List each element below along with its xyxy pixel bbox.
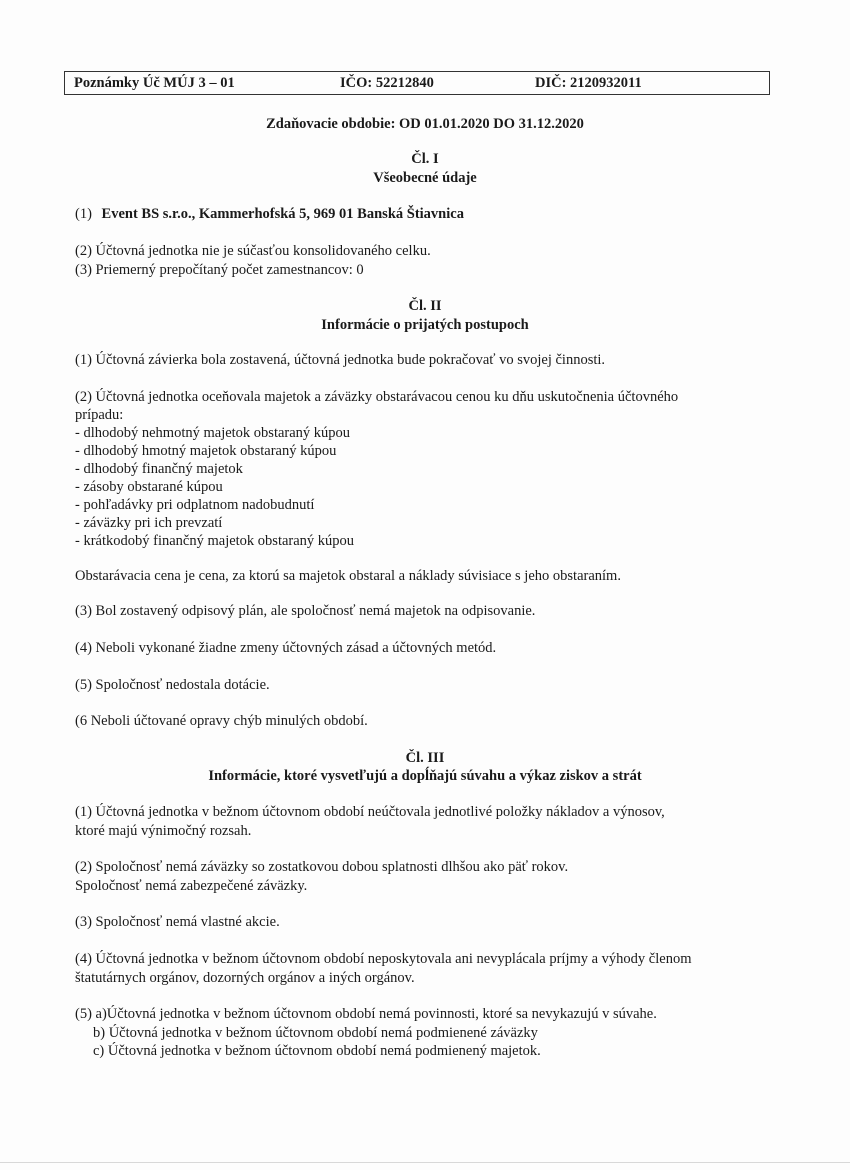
section1-number: Čl. I: [411, 151, 439, 167]
section3-p5a: (5) a)Účtovná jednotka v bežnom účtovnom období nemá povinnosti, ktoré sa nevykazujú v súvahe.: [75, 1006, 657, 1022]
valuation-list-item: - pohľadávky pri odplatnom nadobudnutí: [75, 497, 315, 513]
dic-label: DIČ: 2120932011: [535, 75, 642, 91]
section1-title: Všeobecné údaje: [373, 170, 477, 186]
section2-number: Čl. II: [408, 298, 442, 314]
section2-cost-definition: Obstarávacia cena je cena, za ktorú sa majetok obstaral a náklady súvisiace s jeho obstaraním.: [75, 568, 621, 584]
tax-period: Zdaňovacie obdobie: OD 01.01.2020 DO 31.12.2020: [266, 116, 584, 132]
section3-p5c: c) Účtovná jednotka v bežnom účtovnom období nemá podmienený majetok.: [93, 1043, 541, 1059]
section3-p2-line2: Spoločnosť nemá zabezpečené záväzky.: [75, 878, 308, 894]
section2-title: Informácie o prijatých postupoch: [321, 317, 529, 333]
section2-p2-line2: prípadu:: [75, 407, 124, 423]
section2-p6: (6 Neboli účtované opravy chýb minulých období.: [75, 713, 368, 729]
section2-p3: (3) Bol zostavený odpisový plán, ale spoločnosť nemá majetok na odpisovanie.: [75, 603, 536, 619]
valuation-list-item: - zásoby obstarané kúpou: [75, 479, 223, 495]
section3-p2-line1: (2) Spoločnosť nemá záväzky so zostatkovou dobou splatnosti dlhšou ako päť rokov.: [75, 859, 569, 875]
section3-p1-line1: (1) Účtovná jednotka v bežnom účtovnom období neúčtovala jednotlivé položky nákladov a výnosov,: [75, 804, 665, 820]
ico-label: IČO: 52212840: [340, 75, 434, 91]
section2-p5: (5) Spoločnosť nedostala dotácie.: [75, 677, 270, 693]
section2-p2-line1: (2) Účtovná jednotka oceňovala majetok a záväzky obstarávacou cenou ku dňu uskutočnenia účtovného: [75, 389, 679, 405]
notes-label: Poznámky Úč MÚJ 3 – 01: [74, 75, 235, 91]
item1-prefix: (1): [75, 206, 92, 222]
section3-number: Čl. III: [405, 750, 445, 766]
valuation-list-item: - dlhodobý nehmotný majetok obstaraný kúpou: [75, 425, 351, 441]
section1-item2: (2) Účtovná jednotka nie je súčasťou konsolidovaného celku.: [75, 243, 431, 259]
section3-p4-line2: štatutárnych orgánov, dozorných orgánov a iných orgánov.: [75, 970, 415, 986]
valuation-list-item: - krátkodobý finančný majetok obstaraný kúpou: [75, 533, 355, 549]
valuation-list-item: - dlhodobý hmotný majetok obstaraný kúpou: [75, 443, 337, 459]
section2-p1: (1) Účtovná závierka bola zostavená, účtovná jednotka bude pokračovať vo svojej činnosti.: [75, 352, 606, 368]
section3-p1-line2: ktoré majú výnimočný rozsah.: [75, 823, 252, 839]
section1-item3: (3) Priemerný prepočítaný počet zamestnancov: 0: [75, 262, 364, 278]
section3-p5b: b) Účtovná jednotka v bežnom účtovnom období nemá podmienené záväzky: [93, 1025, 538, 1041]
valuation-list-item: - záväzky pri ich prevzatí: [75, 515, 223, 531]
header-box: [64, 71, 770, 95]
section3-title: Informácie, ktoré vysvetľujú a dopĺňajú súvahu a výkaz ziskov a strát: [208, 768, 642, 784]
section1-item1: [75, 206, 464, 223]
scan-edge-divider: [0, 1162, 850, 1163]
section3-p4-line1: (4) Účtovná jednotka v bežnom účtovnom období neposkytovala ani nevyplácala príjmy a výhody členom: [75, 951, 692, 967]
company-address: Event BS s.r.o., Kammerhofská 5, 969 01 Banská Štiavnica: [101, 206, 464, 222]
section2-p4: (4) Neboli vykonané žiadne zmeny účtovných zásad a účtovných metód.: [75, 640, 497, 656]
valuation-list-item: - dlhodobý finančný majetok: [75, 461, 243, 477]
section3-p3: (3) Spoločnosť nemá vlastné akcie.: [75, 914, 280, 930]
